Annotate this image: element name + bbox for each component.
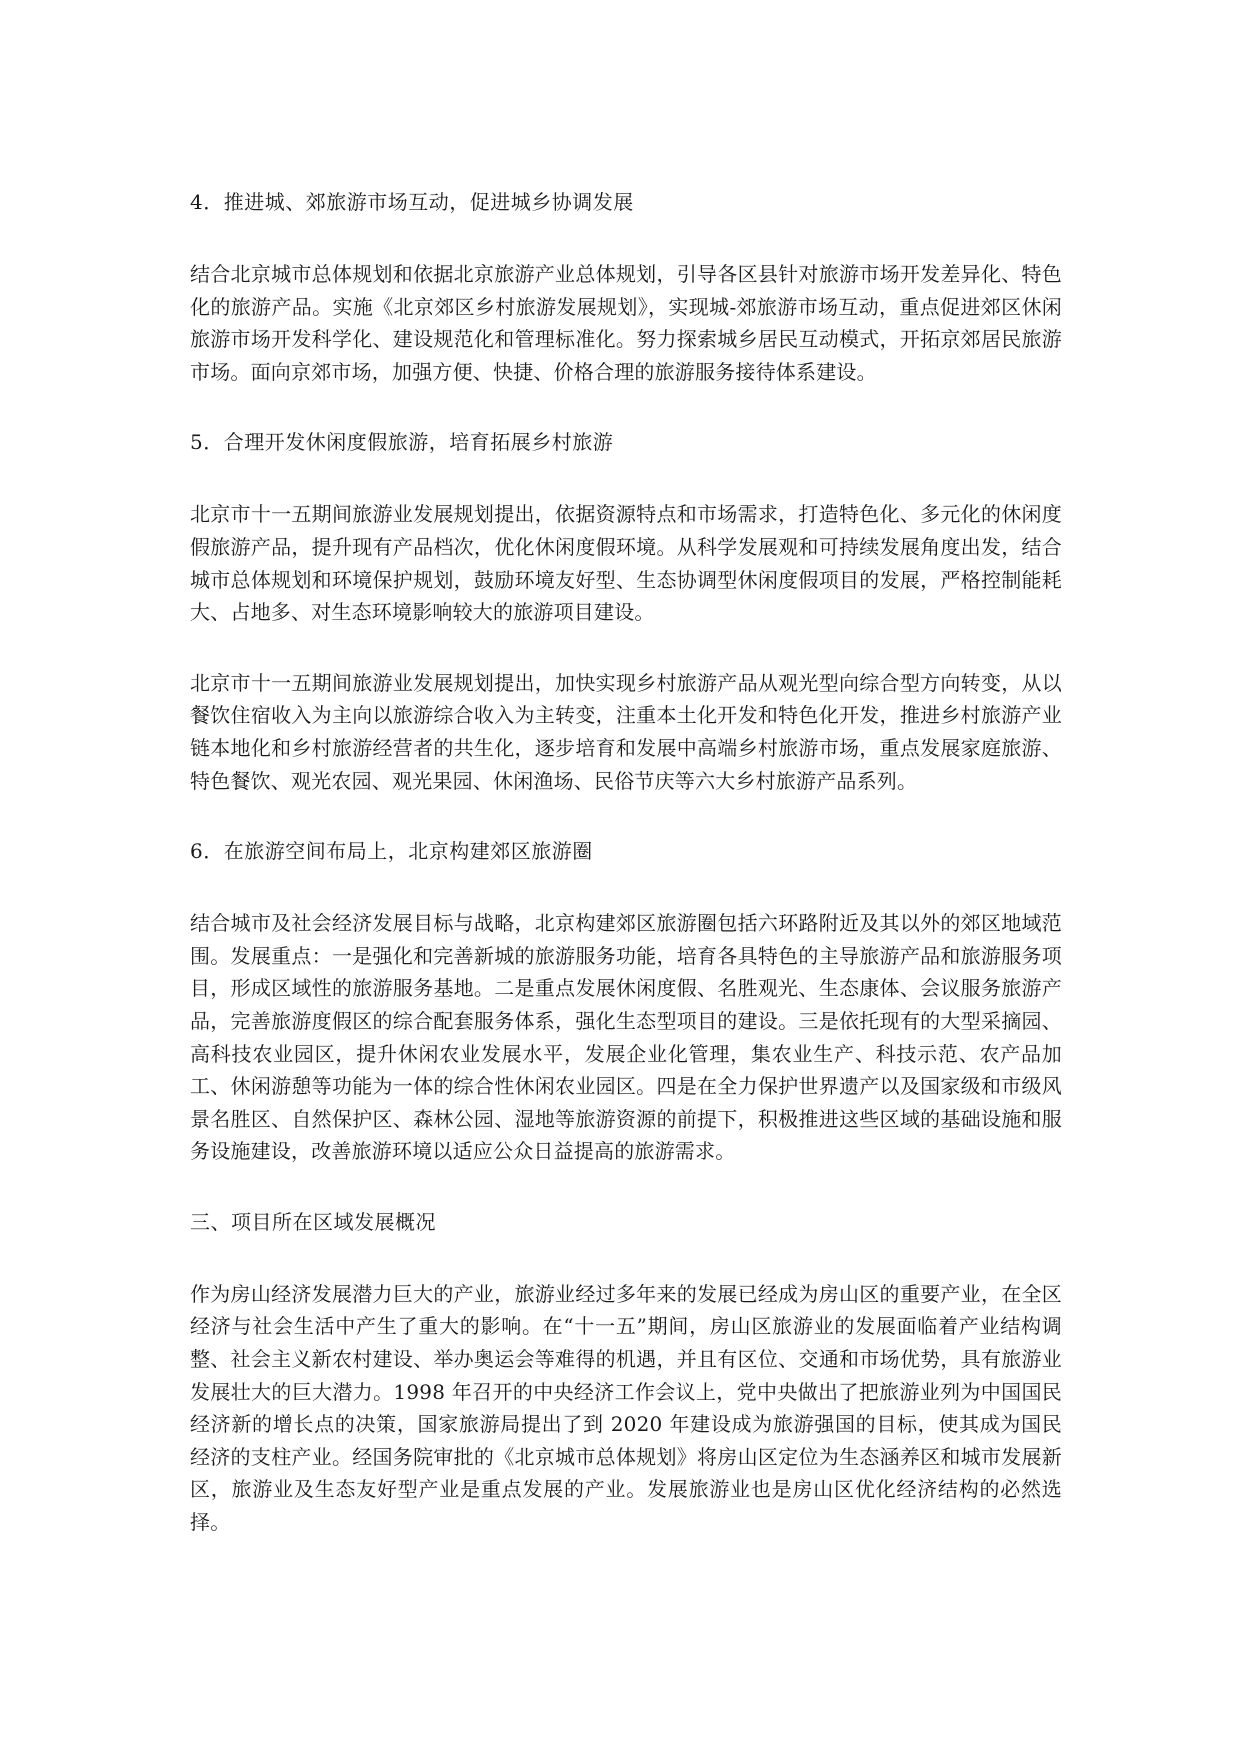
paragraph-urban-suburban-interaction: 结合北京城市总体规划和依据北京旅游产业总体规划，引导各区县针对旅游市场开发差异化、特色化的旅游产品。实施《北京郊区乡村旅游发展规划》，实现城-郊旅游市场互动，重点促进郊区休闲旅游市场开发科学化、建设规范化和管理标准化。努力探索城乡居民互动模式，开拓京郊居民旅游市场。面向京郊市场，加强方便、快捷、价格合理的旅游服务接待体系建设。 [190,262,1062,384]
section-heading-5: 5．合理开发休闲度假旅游，培育拓展乡村旅游 [190,430,614,455]
paragraph-leisure-vacation-tourism: 北京市十一五期间旅游业发展规划提出，依据资源特点和市场需求，打造特色化、多元化的休闲度假旅游产品，提升现有产品档次，优化休闲度假环境。从科学发展观和可持续发展角度出发，结合城市总体规划和环境保护规划，鼓励环境友好型、生态协调型休闲度假项目的发展，严格控制能耗大、占地多、对生态环境影响较大的旅游项目建设。 [190,502,1062,625]
section-heading-6: 6．在旅游空间布局上，北京构建郊区旅游圈 [190,839,593,864]
document-body [190,186,1062,1577]
chapter-heading-3: 三、项目所在区域发展概况 [190,1209,436,1234]
paragraph-rural-tourism-products: 北京市十一五期间旅游业发展规划提出，加快实现乡村旅游产品从观光型向综合型方向转变，从以餐饮住宿收入为主向以旅游综合收入为主转变，注重本土化开发和特色化开发，推进乡村旅游产业链本地化和乡村旅游经营者的共生化，逐步培育和发展中高端乡村旅游市场，重点发展家庭旅游、特色餐饮、观光农园、观光果园、休闲渔场、民俗节庆等六大乡村旅游产品系列。 [190,670,1062,793]
paragraph-regional-development-overview: 作为房山经济发展潜力巨大的产业，旅游业经过多年来的发展已经成为房山区的重要产业，在全区经济与社会生活中产生了重大的影响。在“十一五”期间，房山区旅游业的发展面临着产业结构调整、社会主义新农村建设、举办奥运会等难得的机遇，并且有区位、交通和市场优势，具有旅游业发展壮大的巨大潜力。1998 年召开的中央经济工作会议上，党中央做出了把旅游业列为中国国民经济新的增长点的决策，国家旅游局提出了到 2020 年建设成为旅游强国的目标，使其成为国民经济的支柱产业。经国务院审批的《北京城市总体规划》将房山区定位为生态涵养区和城市发展新区，旅游业及生态友好型产业是重点发展的产业。发展旅游业也是房山区优化经济结构的必然选择。 [190,1281,1062,1535]
paragraph-suburban-tourism-circle: 结合城市及社会经济发展目标与战略，北京构建郊区旅游圈包括六环路附近及其以外的郊区地域范围。发展重点：一是强化和完善新城的旅游服务功能，培育各具特色的主导旅游产品和旅游服务项目，形成区域性的旅游服务基地。二是重点发展休闲度假、名胜观光、生态康体、会议服务旅游产品，完善旅游度假区的综合配套服务体系，强化生态型项目的建设。三是依托现有的大型采摘园、高科技农业园区，提升休闲农业发展水平，发展企业化管理，集农业生产、科技示范、农产品加工、休闲游憩等功能为一体的综合性休闲农业园区。四是在全力保护世界遗产以及国家级和市级风景名胜区、自然保护区、森林公园、湿地等旅游资源的前提下，积极推进这些区域的基础设施和服务设施建设，改善旅游环境以适应公众日益提高的旅游需求。 [190,911,1062,1164]
section-heading-4: 4．推进城、郊旅游市场互动，促进城乡协调发展 [190,190,634,214]
